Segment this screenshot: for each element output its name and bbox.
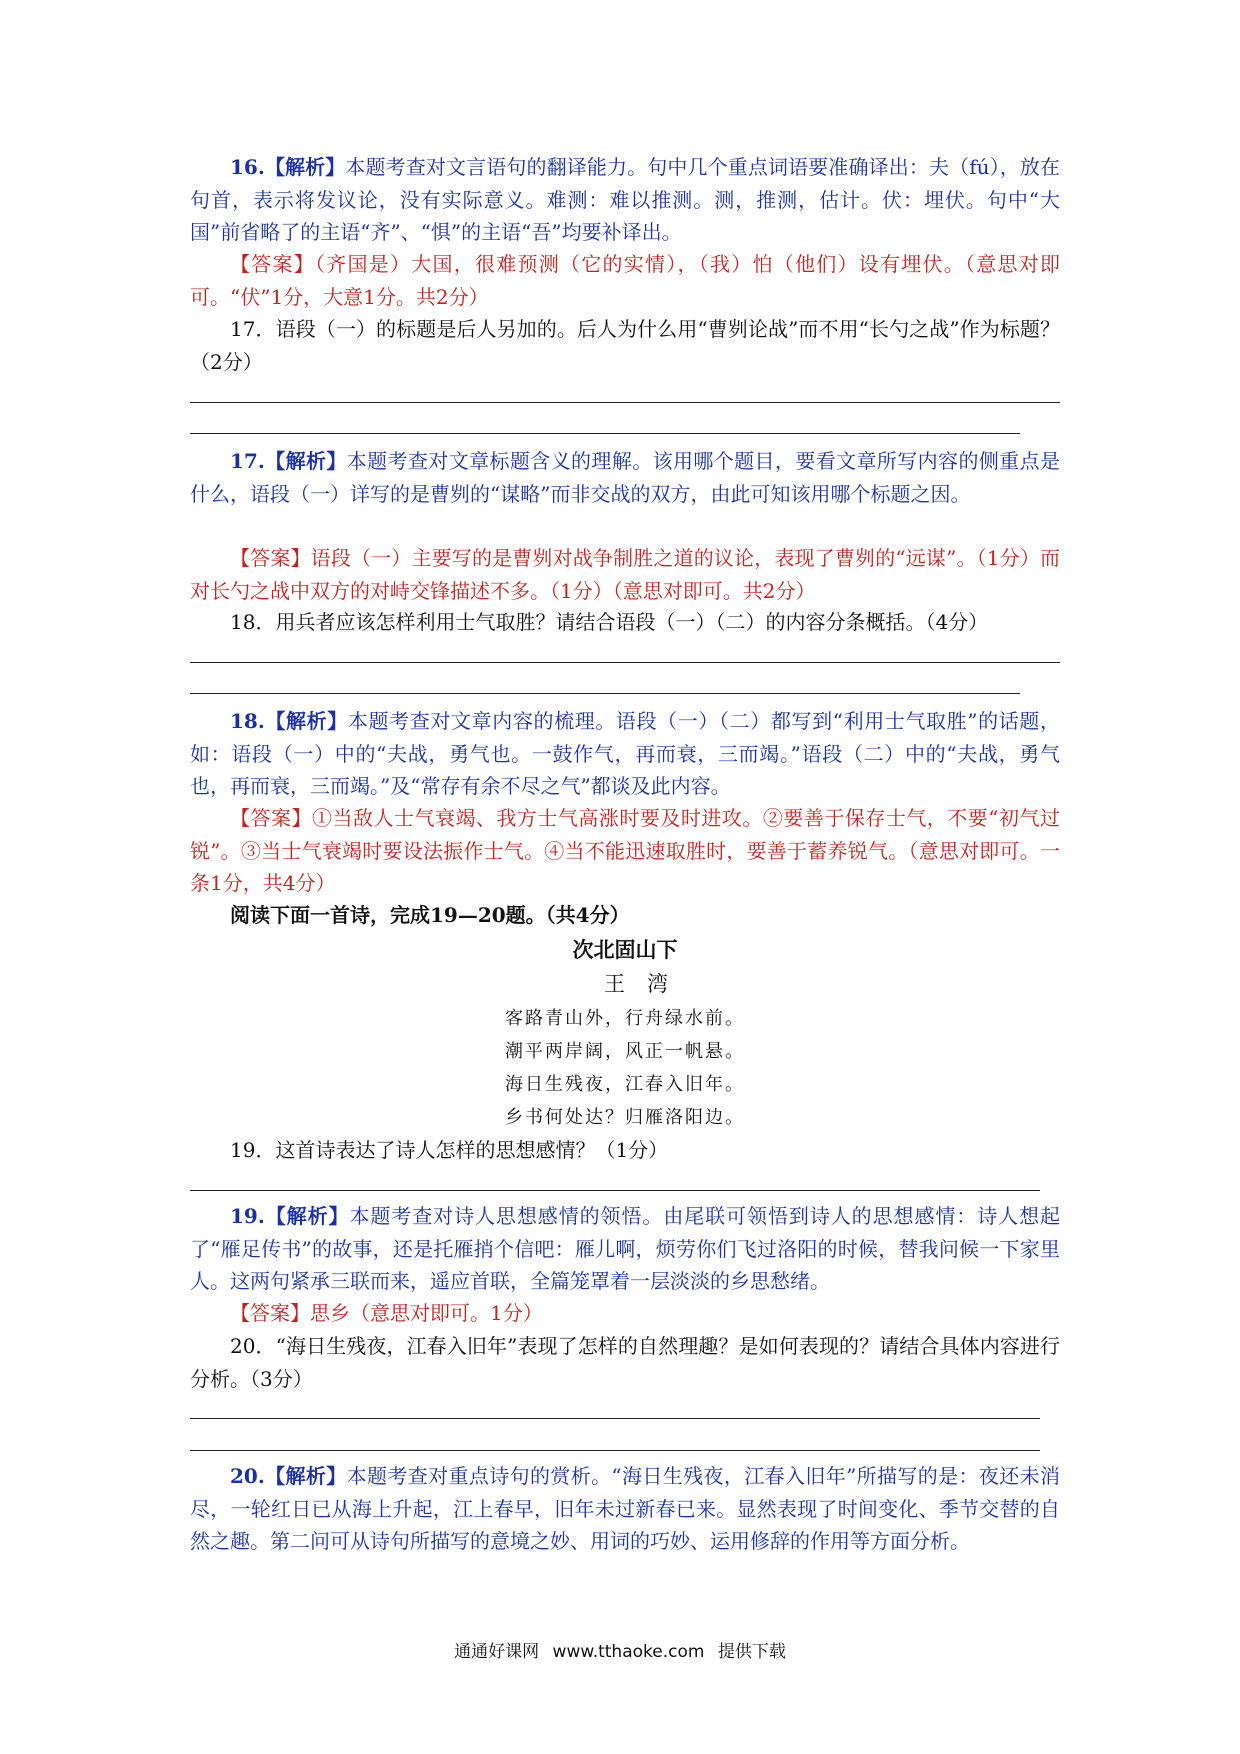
- q16-answer-tag: 【答案】: [230, 252, 315, 276]
- q18-question: 18．用兵者应该怎样利用士气取胜？请结合语段（一）（二）的内容分条概括。（4分）: [230, 610, 989, 634]
- q18-analysis-tag: 【解析】: [264, 709, 348, 733]
- q16-answer-text: （齐国是）大国，很难预测（它的实情），（我）怕（他们）设有埋伏。（意思对即可。“伏”1分，大意1分。共2分）: [190, 252, 1060, 309]
- q19-analysis-number: 19.: [230, 1204, 265, 1228]
- q17-analysis-text: 本题考查对文章标题含义的理解。该用哪个题目，要看文章所写内容的侧重点是什么，语段（一）详写的是曹刿的“谋略”而非交战的双方，由此可知该用哪个标题之因。: [190, 449, 1061, 506]
- q18-answer: [190, 802, 1060, 900]
- q18-analysis: [190, 705, 1060, 803]
- poem-line-3: 海日生残夜，江春入旧年。: [505, 1074, 745, 1095]
- q17-analysis-number: 17.: [230, 449, 265, 473]
- footer-tail: 提供下载: [717, 1642, 786, 1662]
- poem-line-2: 潮平两岸阔，风正一帆悬。: [505, 1041, 745, 1062]
- q17-question: 17．语段（一）的标题是后人另加的。后人为什么用“曹刿论战”而不用“长勺之战”作为标题？（2分）: [190, 317, 1060, 374]
- q20-analysis-number: 20.: [230, 1464, 265, 1488]
- q17-analysis-tag: 【解析】: [264, 449, 347, 473]
- q18-answer-text: ①当敌人士气衰竭、我方士气高涨时要及时进攻。②要善于保存士气，不要“初气过锐”。③当士气衰竭时要设法振作士气。④当不能迅速取胜时，要善于蓄养锐气。（意思对即可。一条1分，共4分）: [190, 806, 1060, 895]
- q17-answer-text: 语段（一）主要写的是曹刿对战争制胜之道的议论，表现了曹刿的“远谋”。（1分）而对长勺之战中双方的对峙交锋描述不多。（1分）（意思对即可。共2分）: [190, 546, 1060, 603]
- poem-line-1: 客路青山外，行舟绿水前。: [505, 1008, 745, 1029]
- footer-site-name: 通通好课网: [454, 1642, 540, 1662]
- q19-analysis-tag: 【解析】: [264, 1204, 350, 1228]
- q17-answer: [190, 542, 1060, 607]
- poem-title: 次北固山下: [572, 937, 678, 962]
- q20-analysis-text: 本题考查对重点诗句的赏析。“海日生残夜，江春入旧年”所描写的是：夜还未消尽，一轮红日已从海上升起，江上春早，旧年未过新春已来。显然表现了时间变化、季节交替的自然之趣。第二问可从诗句所描写的意境之妙、用词的巧妙、运用修辞的作用等方面分析。: [190, 1464, 1060, 1553]
- q18-answer-line-1[interactable]: [190, 662, 1060, 663]
- q18-analysis-text: 本题考查对文章内容的梳理。语段（一）（二）都写到“利用士气取胜”的话题，如：语段（一）中的“夫战，勇气也。一鼓作气，再而衰，三而竭。”语段（二）中的“夫战，勇气也，再而衰，三而竭。”及“常存有余不尽之气”都谈及此内容。: [190, 709, 1060, 798]
- q20-question: 20．“海日生残夜，江春入旧年”表现了怎样的自然理趣？是如何表现的？请结合具体内容进行分析。（3分）: [190, 1334, 1060, 1391]
- page-footer: [0, 1637, 1240, 1662]
- q19-answer: [190, 1297, 1060, 1330]
- q16-answer: [190, 248, 1060, 313]
- q20-answer-line-1[interactable]: [190, 1418, 1040, 1419]
- q20-answer-line-2[interactable]: [190, 1450, 1040, 1451]
- poem-instruction: 阅读下面一首诗，完成19—20题。（共4分）: [230, 903, 630, 927]
- q16-analysis-text: 本题考查对文言语句的翻译能力。句中几个重点词语要准确译出：夫（fú），放在句首，表示将发议论，没有实际意义。难测：难以推测。测，推测，估计。伏：埋伏。句中“大国”前省略了的主语“齐”、“惧”的主语“吾”均要补译出。: [190, 155, 1060, 244]
- q19-question: 19．这首诗表达了诗人怎样的思想感情？（1分）: [230, 1138, 669, 1162]
- q16-analysis-number: 16.: [230, 155, 265, 179]
- footer-url[interactable]: www.tthaoke.com: [552, 1642, 705, 1662]
- q19-answer-tag: 【答案】: [230, 1301, 310, 1325]
- q17-answer-tag: 【答案】: [230, 546, 311, 570]
- q18-answer-line-2[interactable]: [190, 693, 1020, 694]
- q20-analysis-tag: 【解析】: [264, 1464, 347, 1488]
- q18-answer-tag: 【答案】: [230, 806, 312, 830]
- q19-analysis-text: 本题考查对诗人思想感情的领悟。由尾联可领悟到诗人的思想感情：诗人想起了“雁足传书”的故事，还是托雁捎个信吧：雁儿啊，烦劳你们飞过洛阳的时候，替我问候一下家里人。这两句紧承三联而来，遥应首联，全篇笼罩着一层淡淡的乡思愁绪。: [190, 1204, 1061, 1293]
- q17-answer-line-2[interactable]: [190, 433, 1020, 434]
- poem-line-4: 乡书何处达？归雁洛阳边。: [505, 1107, 745, 1128]
- poem-author: 王湾: [604, 972, 690, 996]
- q18-analysis-number: 18.: [230, 709, 265, 733]
- q17-answer-line-1[interactable]: [190, 402, 1060, 403]
- q19-analysis: [190, 1200, 1060, 1298]
- q16-analysis-tag: 【解析】: [264, 155, 346, 179]
- q20-analysis: [190, 1460, 1060, 1558]
- q16-analysis: [190, 151, 1060, 249]
- q17-analysis: [190, 445, 1060, 510]
- q19-answer-line[interactable]: [190, 1190, 1040, 1191]
- q19-answer-text: 思乡（意思对即可。1分）: [310, 1301, 543, 1325]
